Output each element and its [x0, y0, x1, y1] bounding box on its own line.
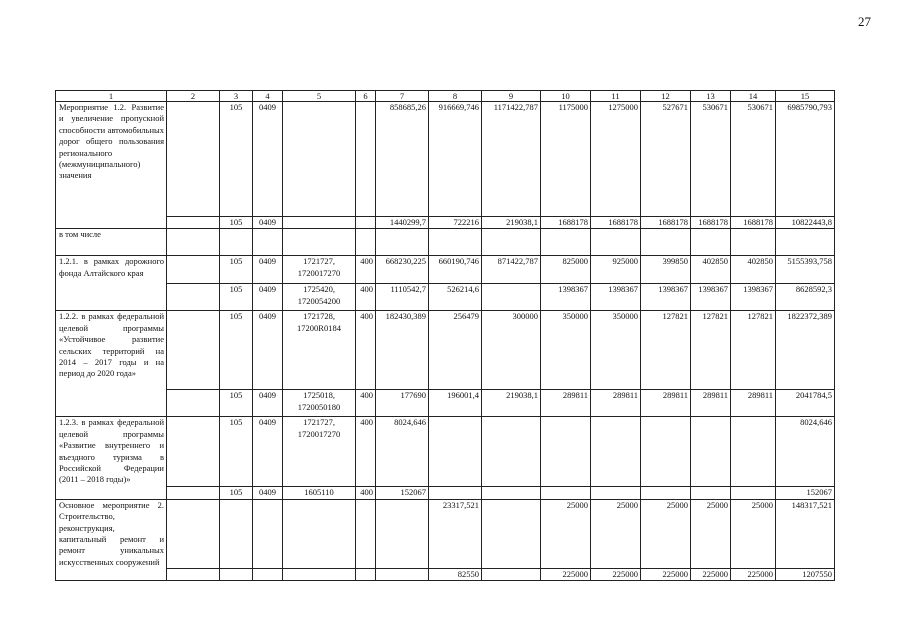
- table-cell: [167, 499, 220, 568]
- table-cell: [283, 499, 356, 568]
- table-cell: 1440299,7: [376, 217, 429, 229]
- table-cell: 10822443,8: [776, 217, 835, 229]
- table-cell: [731, 487, 776, 499]
- table-cell: [356, 229, 376, 256]
- table-cell: [731, 417, 776, 487]
- table-cell: 858685,26: [376, 102, 429, 217]
- table-cell: [167, 102, 220, 217]
- table-cell: 289811: [541, 390, 591, 417]
- table-cell: 177690: [376, 390, 429, 417]
- table-cell: 722216: [429, 217, 482, 229]
- table-cell: 668230,225: [376, 256, 429, 284]
- table-cell: 225000: [591, 568, 641, 580]
- header-cell: 12: [641, 91, 691, 102]
- table-cell: 152067: [376, 487, 429, 499]
- table-cell: [253, 229, 283, 256]
- table-cell: 527671: [641, 102, 691, 217]
- header-cell: 10: [541, 91, 591, 102]
- table-cell: [641, 417, 691, 487]
- table-cell: 530671: [691, 102, 731, 217]
- row-description: Основное мероприятие 2. Строительство, реконструкция, капитальный ремонт и ремонт уникальных искусственных сооружений: [56, 499, 167, 580]
- header-cell: 11: [591, 91, 641, 102]
- table-cell: [283, 568, 356, 580]
- table-row: [56, 568, 835, 580]
- header-cell: 15: [776, 91, 835, 102]
- table-cell: 400: [356, 390, 376, 417]
- table-cell: 25000: [691, 499, 731, 568]
- table-cell: 400: [356, 311, 376, 390]
- table-cell: 127821: [691, 311, 731, 390]
- table-cell: 25000: [591, 499, 641, 568]
- table-cell: [376, 568, 429, 580]
- table-row: [56, 311, 835, 390]
- table-cell: 402850: [691, 256, 731, 284]
- header-cell: 2: [167, 91, 220, 102]
- table-cell: 0409: [253, 217, 283, 229]
- table-cell: 105: [220, 417, 253, 487]
- table-cell: 152067: [776, 487, 835, 499]
- table-cell: 5155393,758: [776, 256, 835, 284]
- table-cell: [482, 417, 541, 487]
- table-cell: 225000: [691, 568, 731, 580]
- header-row: [56, 91, 835, 102]
- table-cell: 1398367: [591, 284, 641, 311]
- table-cell: 1110542,7: [376, 284, 429, 311]
- table-cell: [591, 417, 641, 487]
- table-cell: 196001,4: [429, 390, 482, 417]
- table-cell: [429, 487, 482, 499]
- table-cell: 1398367: [541, 284, 591, 311]
- table-row: [56, 102, 835, 217]
- page-number: 27: [858, 14, 871, 29]
- table-cell: 1721727, 1720017270: [283, 256, 356, 284]
- table-cell: 1688178: [591, 217, 641, 229]
- header-cell: 7: [376, 91, 429, 102]
- table-cell: [691, 229, 731, 256]
- table-cell: 300000: [482, 311, 541, 390]
- table-cell: 400: [356, 417, 376, 487]
- table-cell: [167, 390, 220, 417]
- table-cell: 0409: [253, 390, 283, 417]
- table-cell: [482, 568, 541, 580]
- table-cell: 105: [220, 487, 253, 499]
- table-cell: 871422,787: [482, 256, 541, 284]
- table-cell: 400: [356, 256, 376, 284]
- table-cell: 530671: [731, 102, 776, 217]
- table-cell: 225000: [641, 568, 691, 580]
- table-cell: 1275000: [591, 102, 641, 217]
- table-cell: 105: [220, 284, 253, 311]
- table-cell: 256479: [429, 311, 482, 390]
- table-cell: 0409: [253, 311, 283, 390]
- header-cell: 1: [56, 91, 167, 102]
- table-cell: 105: [220, 256, 253, 284]
- table-cell: 289811: [731, 390, 776, 417]
- table-cell: 105: [220, 217, 253, 229]
- table-row: [56, 256, 835, 284]
- header-cell: 5: [283, 91, 356, 102]
- table-cell: [220, 568, 253, 580]
- table-cell: [541, 417, 591, 487]
- table-cell: 8628592,3: [776, 284, 835, 311]
- table-cell: [283, 217, 356, 229]
- table-cell: 400: [356, 487, 376, 499]
- row-description: Мероприятие 1.2. Развитие и увеличение пропускной способности автомобильных дорог общего пользования регионального (межмуниципального) значения: [56, 102, 167, 229]
- table-cell: 350000: [591, 311, 641, 390]
- table-cell: [356, 568, 376, 580]
- table-cell: 825000: [541, 256, 591, 284]
- table-cell: [220, 229, 253, 256]
- table-cell: 1725420, 1720054200: [283, 284, 356, 311]
- table-cell: 127821: [641, 311, 691, 390]
- table-cell: 0409: [253, 256, 283, 284]
- table-cell: 289811: [591, 390, 641, 417]
- table-cell: 1721727, 1720017270: [283, 417, 356, 487]
- table-cell: 0409: [253, 487, 283, 499]
- table-cell: 350000: [541, 311, 591, 390]
- row-description: в том числе: [56, 229, 167, 256]
- table-cell: 25000: [731, 499, 776, 568]
- table-cell: [429, 417, 482, 487]
- table-cell: 400: [356, 284, 376, 311]
- table-cell: [641, 229, 691, 256]
- table-cell: 1605110: [283, 487, 356, 499]
- table-cell: 225000: [731, 568, 776, 580]
- table-cell: 1398367: [691, 284, 731, 311]
- table-cell: 1688178: [691, 217, 731, 229]
- table-cell: 660190,746: [429, 256, 482, 284]
- table-cell: 1688178: [641, 217, 691, 229]
- table-cell: 148317,521: [776, 499, 835, 568]
- table-cell: 1688178: [731, 217, 776, 229]
- table-cell: 1822372,389: [776, 311, 835, 390]
- table-cell: 23317,521: [429, 499, 482, 568]
- table-cell: 0409: [253, 284, 283, 311]
- table-row: [56, 487, 835, 499]
- table-cell: [167, 311, 220, 390]
- table-cell: 1171422,787: [482, 102, 541, 217]
- table-cell: 402850: [731, 256, 776, 284]
- table-cell: [167, 229, 220, 256]
- table-cell: [220, 499, 253, 568]
- table-cell: [482, 499, 541, 568]
- table-row: [56, 417, 835, 487]
- table-cell: [167, 284, 220, 311]
- table-cell: [591, 229, 641, 256]
- table-cell: [482, 284, 541, 311]
- table-cell: 6985790,793: [776, 102, 835, 217]
- table-cell: 8024,646: [776, 417, 835, 487]
- table-row: [56, 390, 835, 417]
- table-cell: 1398367: [731, 284, 776, 311]
- table-cell: [691, 487, 731, 499]
- table-cell: [253, 499, 283, 568]
- table-cell: 0409: [253, 102, 283, 217]
- table-cell: [376, 499, 429, 568]
- header-cell: 6: [356, 91, 376, 102]
- budget-table: [55, 90, 835, 581]
- table-cell: 225000: [541, 568, 591, 580]
- table-cell: 399850: [641, 256, 691, 284]
- table-cell: 25000: [641, 499, 691, 568]
- table-row: [56, 499, 835, 568]
- table-cell: [429, 229, 482, 256]
- table-cell: 1688178: [541, 217, 591, 229]
- row-description: 1.2.2. в рамках федеральной целевой программы «Устойчивое развитие сельских территорий на 2014 – 2017 годы и на период до 2020 года»: [56, 311, 167, 417]
- table-cell: 1207550: [776, 568, 835, 580]
- table-cell: [731, 229, 776, 256]
- table-cell: 916669,746: [429, 102, 482, 217]
- table-cell: [541, 487, 591, 499]
- table-cell: 526214,6: [429, 284, 482, 311]
- table-cell: [541, 229, 591, 256]
- table-cell: 0409: [253, 417, 283, 487]
- table-cell: [482, 487, 541, 499]
- table-cell: [691, 417, 731, 487]
- header-cell: 3: [220, 91, 253, 102]
- table-row: [56, 217, 835, 229]
- table-cell: [482, 229, 541, 256]
- table-cell: [591, 487, 641, 499]
- table-cell: 25000: [541, 499, 591, 568]
- table-cell: [776, 229, 835, 256]
- header-cell: 13: [691, 91, 731, 102]
- table-cell: 219038,1: [482, 217, 541, 229]
- table-cell: 105: [220, 390, 253, 417]
- table-cell: 289811: [641, 390, 691, 417]
- table-cell: [167, 256, 220, 284]
- table-cell: 127821: [731, 311, 776, 390]
- table-cell: 1175000: [541, 102, 591, 217]
- table-cell: [167, 568, 220, 580]
- table-cell: [167, 487, 220, 499]
- table-cell: 1725018, 1720050180: [283, 390, 356, 417]
- table-row: [56, 284, 835, 311]
- table-cell: 182430,389: [376, 311, 429, 390]
- table-row: [56, 229, 835, 256]
- row-description: 1.2.1. в рамках дорожного фонда Алтайского края: [56, 256, 167, 311]
- table-cell: 1721728, 17200R0184: [283, 311, 356, 390]
- row-description: 1.2.3. в рамках федеральной целевой программы «Развитие внутреннего и въездного туризма в Российской Федерации (2011 – 2018 годы)»: [56, 417, 167, 499]
- header-cell: 14: [731, 91, 776, 102]
- table-cell: 289811: [691, 390, 731, 417]
- table-cell: 8024,646: [376, 417, 429, 487]
- table-cell: 105: [220, 311, 253, 390]
- table-cell: [167, 417, 220, 487]
- table-cell: [356, 499, 376, 568]
- table-cell: [167, 217, 220, 229]
- table-cell: 1398367: [641, 284, 691, 311]
- table-cell: [356, 102, 376, 217]
- table-cell: [376, 229, 429, 256]
- table-cell: 219038,1: [482, 390, 541, 417]
- table-cell: 925000: [591, 256, 641, 284]
- table-cell: 2041784,5: [776, 390, 835, 417]
- header-cell: 8: [429, 91, 482, 102]
- table-cell: [283, 102, 356, 217]
- table-cell: 105: [220, 102, 253, 217]
- header-cell: 4: [253, 91, 283, 102]
- table-cell: [253, 568, 283, 580]
- table-cell: [356, 217, 376, 229]
- table-cell: [283, 229, 356, 256]
- table-cell: [641, 487, 691, 499]
- table-cell: 82550: [429, 568, 482, 580]
- header-cell: 9: [482, 91, 541, 102]
